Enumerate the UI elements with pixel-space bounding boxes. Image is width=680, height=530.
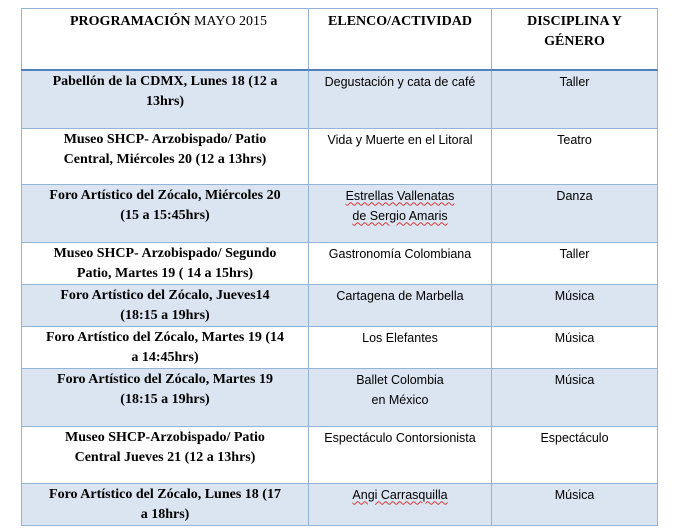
schedule-table xyxy=(21,8,658,526)
venue-cell xyxy=(22,426,309,483)
activity-line: Gastronomía Colombiana xyxy=(328,246,472,261)
activity-line: Angi Carrasquilla xyxy=(352,487,448,502)
header-programacion xyxy=(22,9,309,71)
activity-cell xyxy=(309,128,492,184)
venue-line: (18:15 a 19hrs) xyxy=(120,307,210,323)
venue-cell xyxy=(22,368,309,426)
table-row xyxy=(22,426,658,483)
header-elenco: ELENCO/ACTIVIDAD xyxy=(309,9,492,71)
venue-line: Foro Artístico del Zócalo, Martes 19 xyxy=(57,371,273,387)
venue-line: Pabellón de la CDMX, Lunes 18 (12 a xyxy=(52,74,278,89)
venue-line: Central Jueves 21 (12 a 13hrs) xyxy=(74,449,256,465)
activity-cell xyxy=(309,426,492,483)
venue-cell xyxy=(22,326,309,368)
activity-line: Los Elefantes xyxy=(362,330,438,345)
table-row xyxy=(22,326,658,368)
venue-line: (15 a 15:45hrs) xyxy=(120,207,210,223)
discipline-cell: Espectáculo xyxy=(492,426,658,483)
venue-cell xyxy=(22,184,309,242)
activity-cell xyxy=(309,368,492,426)
activity-line: Cartagena de Marbella xyxy=(336,288,464,303)
activity-cell xyxy=(309,184,492,242)
venue-cell xyxy=(22,128,309,184)
table-row xyxy=(22,242,658,284)
activity-line: Estrellas Vallenatas xyxy=(345,188,455,203)
venue-line: Foro Artístico del Zócalo, Jueves14 xyxy=(60,287,270,303)
activity-cell xyxy=(309,483,492,525)
header-row xyxy=(22,9,658,71)
venue-line: a 18hrs) xyxy=(140,506,190,522)
venue-line: Foro Artístico del Zócalo, Martes 19 (14 xyxy=(45,329,285,345)
table-row xyxy=(22,368,658,426)
discipline-cell: Danza xyxy=(492,184,658,242)
activity-line: Espectáculo Contorsionista xyxy=(324,430,476,445)
discipline-cell: Taller xyxy=(492,70,658,128)
activity-line: Ballet Colombia xyxy=(356,372,444,387)
venue-cell xyxy=(22,483,309,525)
venue-line: (18:15 a 19hrs) xyxy=(120,391,210,407)
header-disciplina-line2: GÉNERO xyxy=(544,34,605,49)
venue-line: Central, Miércoles 20 (12 a 13hrs) xyxy=(63,151,267,167)
venue-line: 13hrs) xyxy=(145,94,185,109)
activity-line: Vida y Muerte en el Litoral xyxy=(327,132,473,147)
venue-line: Museo SHCP- Arzobispado/ Segundo xyxy=(53,245,277,261)
discipline-cell: Música xyxy=(492,326,658,368)
activity-line: Degustación y cata de café xyxy=(324,75,476,89)
activity-cell xyxy=(309,326,492,368)
venue-line: Museo SHCP- Arzobispado/ Patio xyxy=(63,131,267,147)
venue-line: Museo SHCP-Arzobispado/ Patio xyxy=(65,429,265,445)
discipline-cell: Música xyxy=(492,284,658,326)
activity-cell xyxy=(309,284,492,326)
discipline-cell: Teatro xyxy=(492,128,658,184)
table-row xyxy=(22,128,658,184)
table-row xyxy=(22,483,658,525)
activity-cell xyxy=(309,242,492,284)
discipline-cell: Música xyxy=(492,483,658,525)
activity-line: de Sergio Amaris xyxy=(352,208,448,223)
discipline-cell: Taller xyxy=(492,242,658,284)
venue-line: a 14:45hrs) xyxy=(131,349,199,365)
header-disciplina xyxy=(492,9,658,71)
header-programacion-month: MAYO 2015 xyxy=(194,14,268,29)
table-row xyxy=(22,284,658,326)
activity-line: en México xyxy=(371,392,429,407)
venue-cell xyxy=(22,70,309,128)
header-disciplina-line1: DISCIPLINA Y xyxy=(527,14,622,29)
header-programacion-bold: PROGRAMACIÓN xyxy=(70,14,191,29)
venue-line: Foro Artístico del Zócalo, Miércoles 20 xyxy=(49,187,281,203)
venue-line: Patio, Martes 19 ( 14 a 15hrs) xyxy=(76,265,254,281)
table-row xyxy=(22,70,658,128)
discipline-cell: Música xyxy=(492,368,658,426)
venue-line: Foro Artístico del Zócalo, Lunes 18 (17 xyxy=(49,486,281,502)
activity-cell xyxy=(309,70,492,128)
table-row xyxy=(22,184,658,242)
venue-cell xyxy=(22,284,309,326)
venue-cell xyxy=(22,242,309,284)
